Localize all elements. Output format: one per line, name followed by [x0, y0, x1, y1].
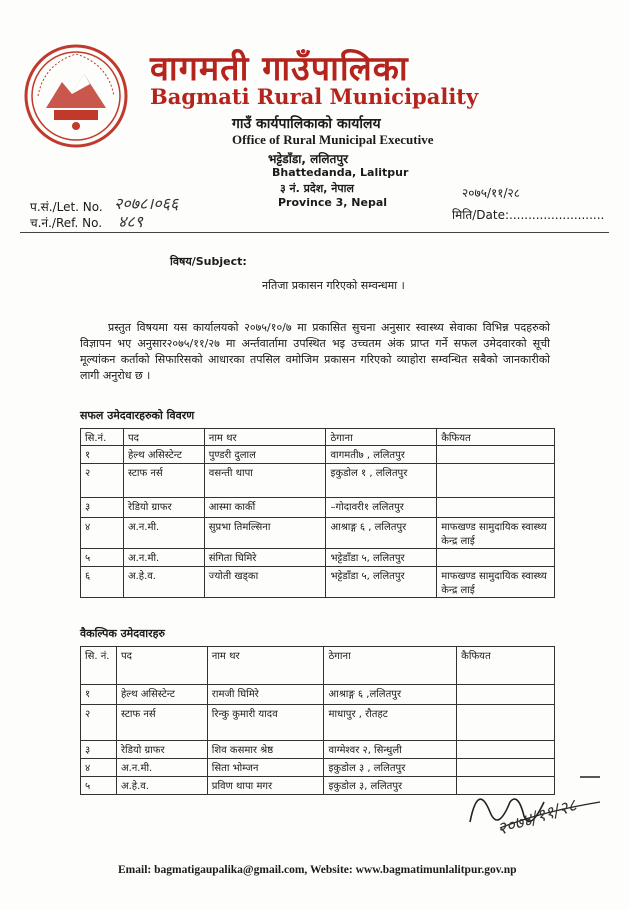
- cell-address: माधापुर , रौतहट: [324, 705, 457, 741]
- table-row: [81, 741, 555, 759]
- cell-post: रेडियो ग्राफर: [116, 741, 207, 759]
- subject-label: विषय/Subject:: [170, 255, 247, 268]
- cell-name: आस्मा कार्की: [204, 498, 326, 518]
- cell-post: हेल्थ असिस्टेन्ट: [123, 446, 204, 464]
- cell-sn: १: [81, 685, 117, 705]
- cell-remarks: माफखण्ड सामुदायिक स्वास्थ्य केन्द्र लाई: [437, 567, 555, 598]
- cell-remarks: [437, 446, 555, 464]
- cell-name: रामजी घिमिरे: [207, 685, 324, 705]
- ref-number-value: ४८९: [118, 212, 143, 231]
- office-name-english: Office of Rural Municipal Executive: [232, 132, 434, 147]
- cell-name: संगिता घिमिरे: [204, 549, 326, 567]
- header-cell: ठेगाना: [326, 429, 437, 446]
- cell-sn: १: [81, 446, 124, 464]
- table-row: [81, 567, 555, 598]
- cell-post: स्टाफ नर्स: [123, 464, 204, 498]
- cell-remarks: [437, 464, 555, 498]
- place-nepali: भट्टेडाँडा, ललितपुर: [268, 152, 349, 166]
- table-row: [81, 446, 555, 464]
- letter-number-label: प.सं./Let. No.: [30, 200, 103, 214]
- ref-number-label: च.नं./Ref. No.: [30, 216, 103, 230]
- successful-candidates-table: [80, 428, 555, 598]
- cell-address: आश्राङ्ग ६ , ललितपुर: [326, 518, 437, 549]
- cell-remarks: [457, 685, 555, 705]
- cell-sn: ६: [81, 567, 124, 598]
- cell-sn: ५: [81, 549, 124, 567]
- header-cell: नाम थर: [204, 429, 326, 446]
- cell-name: शिव कसमार श्रेष्ठ: [207, 741, 324, 759]
- cell-remarks: [457, 705, 555, 741]
- header-cell: पद: [123, 429, 204, 446]
- cell-sn: २: [81, 464, 124, 498]
- subject-text: नतिजा प्रकासन गरिएको सम्वन्धमा ।: [262, 279, 405, 292]
- footer-contact: Email: bagmatigaupalika@gmail.com, Website: www.bagmatimunlalitpur.gov.np: [118, 864, 517, 876]
- table-header-row: [81, 647, 555, 685]
- cell-remarks: [437, 549, 555, 567]
- cell-post: अ.न.मी.: [116, 759, 207, 777]
- header-cell: सि. नं.: [81, 647, 117, 685]
- municipality-title-nepali: वागमती गाउँपालिका: [150, 49, 409, 89]
- body-paragraph: प्रस्तुत विषयमा यस कार्यालयको २०७५/१०/७ मा प्रकासित सुचना अनुसार स्वास्थ्य सेवाका विभिन्न पदहरुको विज्ञापन भए अनुसार२०७५/११/२७ मा अर्न्तवार्तामा उपस्थित भइ उच्चतम अंक प्राप्त गर्ने सफल उमेदवारको सूची मूल्यांकन कर्ताको सिफारिसको आधारका तपसिल वमोजिम प्रकासन गरिएको व्याहोरा सम्वन्धित सबैको जानकारीको लागी अनुरोध छ ।: [80, 321, 550, 382]
- cell-name: सिता भोम्जन: [207, 759, 324, 777]
- header-cell: नाम थर: [207, 647, 324, 685]
- letter-number-value: २०७८।०६६: [114, 194, 179, 213]
- header-cell: सि.नं.: [81, 429, 124, 446]
- signature-date: २०७४/११/२८: [494, 795, 580, 840]
- cell-sn: ३: [81, 498, 124, 518]
- table-row: [81, 549, 555, 567]
- cell-address: वागमती७ , ललितपुर: [326, 446, 437, 464]
- nepal-emblem-icon: [24, 44, 128, 148]
- cell-sn: ४: [81, 759, 117, 777]
- cell-address: आश्राङ्ग ६ ,ललितपुर: [324, 685, 457, 705]
- cell-sn: ५: [81, 777, 117, 795]
- cell-sn: २: [81, 705, 117, 741]
- cell-post: हेल्थ असिस्टेन्ट: [116, 685, 207, 705]
- cell-address: वाग्मेश्वर २, सिन्धुली: [324, 741, 457, 759]
- table-row: [81, 498, 555, 518]
- table-row: [81, 685, 555, 705]
- cell-address: इकुडोल ३, ललितपुर: [324, 777, 457, 795]
- table-header-row: [81, 429, 555, 446]
- cell-name: पुण्डरी दुलाल: [204, 446, 326, 464]
- header-cell: कैफियत: [457, 647, 555, 685]
- province-nepali: ३ नं. प्रदेश, नेपाल: [280, 182, 354, 195]
- place-english: Bhattedanda, Lalitpur: [272, 166, 409, 179]
- cell-sn: ४: [81, 518, 124, 549]
- cell-post: अ.हे.व.: [123, 567, 204, 598]
- cell-name: रिन्कु कुमारी यादव: [207, 705, 324, 741]
- header-cell: कैफियत: [437, 429, 555, 446]
- alternate-section-title: वैकल्पिक उमेदवारहरु: [80, 627, 165, 640]
- cell-remarks: माफखण्ड सामुदायिक स्वास्थ्य केन्द्र लाई: [437, 518, 555, 549]
- successful-section-title: सफल उमेदवारहरुको विवरण: [80, 409, 195, 422]
- province-english: Province 3, Nepal: [278, 196, 388, 209]
- table-row: [81, 464, 555, 498]
- cell-address: इकुडोल १ , ललितपुर: [326, 464, 437, 498]
- date-value: २०७५/११/२८: [462, 186, 521, 200]
- header-divider: [20, 232, 609, 233]
- cell-post: अ.हे.व.: [116, 777, 207, 795]
- cell-remarks: [437, 498, 555, 518]
- cell-post: स्टाफ नर्स: [116, 705, 207, 741]
- date-label: मिति/Date:.........................: [452, 208, 605, 222]
- cell-address: –गोदावरी१ ललितपुर: [326, 498, 437, 518]
- cell-address: भट्टेडाँडा ५, ललितपुर: [326, 567, 437, 598]
- cell-name: सुप्रभा तिमल्सिना: [204, 518, 326, 549]
- cell-address: इकुडोल ३ , ललितपुर: [324, 759, 457, 777]
- header-cell: ठेगाना: [324, 647, 457, 685]
- table-row: [81, 705, 555, 741]
- cell-post: अ.न.मी.: [123, 518, 204, 549]
- cell-remarks: [457, 741, 555, 759]
- office-name-nepali: गाउँ कार्यपालिकाको कार्यालय: [232, 116, 381, 132]
- cell-name: वसन्ती थापा: [204, 464, 326, 498]
- cell-sn: ३: [81, 741, 117, 759]
- cell-post: रेडियो ग्राफर: [123, 498, 204, 518]
- cell-name: प्रविण थापा मगर: [207, 777, 324, 795]
- municipality-title-english: Bagmati Rural Municipality: [150, 84, 479, 109]
- cell-post: अ.न.मी.: [123, 549, 204, 567]
- cell-address: भट्टेडाँडा ५, ललितपुर: [326, 549, 437, 567]
- cell-name: ज्योती खड्का: [204, 567, 326, 598]
- header-cell: पद: [116, 647, 207, 685]
- table-row: [81, 518, 555, 549]
